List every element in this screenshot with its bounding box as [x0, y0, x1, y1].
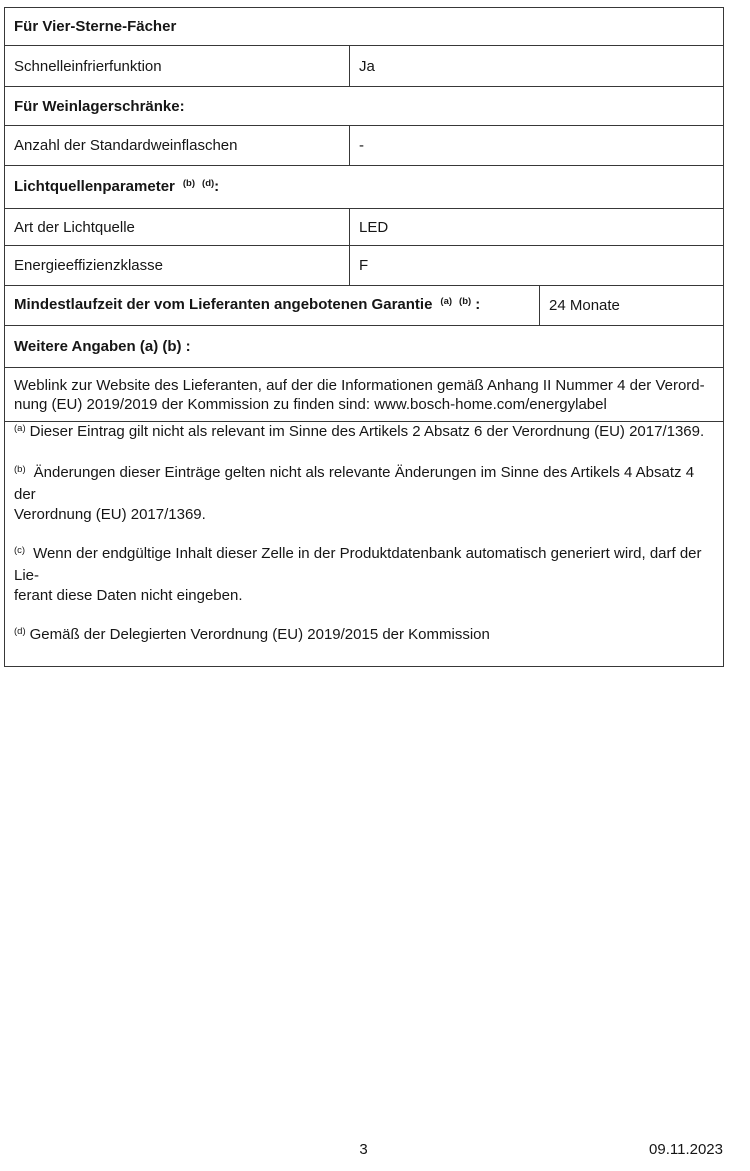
attribute-value: LED	[350, 209, 724, 246]
attribute-label-text: Mindestlaufzeit der vom Lieferanten angebotenen Garantie	[14, 296, 433, 313]
section-row-weitere-angaben	[5, 326, 724, 368]
section-header: Weitere Angaben (a) (b) :	[5, 326, 724, 368]
attribute-value: -	[350, 126, 724, 166]
row-weblink	[5, 368, 724, 422]
footnote-ref-b: (b)	[182, 177, 196, 189]
row-footnotes	[5, 422, 724, 667]
footnotes-block	[5, 422, 724, 667]
attribute-value: 24 Monate	[540, 286, 724, 326]
section-header-text: Lichtquellenparameter	[14, 177, 175, 195]
footnote-a-text: Dieser Eintrag gilt nicht als relevant im Sinne des Artikels 2 Absatz 6 der Verordnung (EU) 2017/1369.	[29, 423, 705, 440]
attribute-label	[5, 286, 540, 326]
footnote-a	[14, 422, 715, 444]
weblink-text	[5, 368, 724, 422]
page-footer	[4, 1141, 723, 1161]
section-row-weinlagerschraenke	[5, 87, 724, 126]
section-row-vier-sterne-faecher	[5, 8, 724, 46]
product-data-table	[4, 7, 724, 667]
footnote-c	[14, 544, 715, 606]
footnote-d	[14, 625, 715, 647]
section-header-colon: :	[214, 177, 220, 195]
footnote-b-marker: (b)	[14, 464, 26, 475]
footnote-ref-b: (b)	[459, 296, 472, 307]
attribute-label: Schnelleinfrierfunktion	[5, 46, 350, 87]
section-header: Für Weinlagerschränke:	[5, 87, 724, 126]
footnote-b	[14, 463, 715, 525]
section-row-lichtquellenparameter	[5, 166, 724, 209]
section-header	[5, 166, 724, 209]
row-anzahl-standardweinflaschen	[5, 126, 724, 166]
footnote-c-marker: (c)	[14, 545, 26, 556]
footnote-ref-a: (a)	[440, 296, 453, 307]
weblink-line-2: nung (EU) 2019/2019 der Kommission zu finden sind: www.bosch-home.com/energylabel	[14, 395, 607, 413]
row-garantie-mindestlaufzeit	[5, 286, 724, 326]
footnote-c-line-2: ferant diese Daten nicht eingeben.	[14, 587, 243, 604]
row-art-der-lichtquelle	[5, 209, 724, 246]
weblink-line-1: Weblink zur Website des Lieferanten, auf der die Informationen gemäß Anhang II Nummer 4 der Verord-	[14, 376, 705, 394]
attribute-label: Art der Lichtquelle	[5, 209, 350, 246]
attribute-value: Ja	[350, 46, 724, 87]
footnote-ref-d: (d)	[202, 177, 215, 189]
footnote-a-marker: (a)	[14, 423, 26, 434]
footnote-d-marker: (d)	[14, 626, 26, 637]
footnote-b-line-1: Änderungen dieser Einträge gelten nicht als relevante Änderungen im Sinne des Artikels 4 Absatz 4 der	[14, 464, 695, 503]
section-header: Für Vier-Sterne-Fächer	[5, 8, 724, 46]
row-energieeffizienzklasse	[5, 246, 724, 286]
footer-date: 09.11.2023	[649, 1141, 723, 1158]
footnote-b-line-2: Verordnung (EU) 2017/1369.	[14, 506, 206, 523]
page-number: 3	[359, 1141, 368, 1158]
attribute-label: Energieeffizienzklasse	[5, 246, 350, 286]
attribute-label: Anzahl der Standardweinflaschen	[5, 126, 350, 166]
footnote-d-text: Gemäß der Delegierten Verordnung (EU) 2019/2015 der Kommission	[29, 626, 490, 643]
footnote-c-line-1: Wenn der endgültige Inhalt dieser Zelle in der Produktdatenbank automatisch generiert wird, darf der Lie-	[14, 545, 702, 584]
attribute-label-colon: :	[475, 296, 481, 313]
row-schnelleinfrierfunktion	[5, 46, 724, 87]
attribute-value: F	[350, 246, 724, 286]
